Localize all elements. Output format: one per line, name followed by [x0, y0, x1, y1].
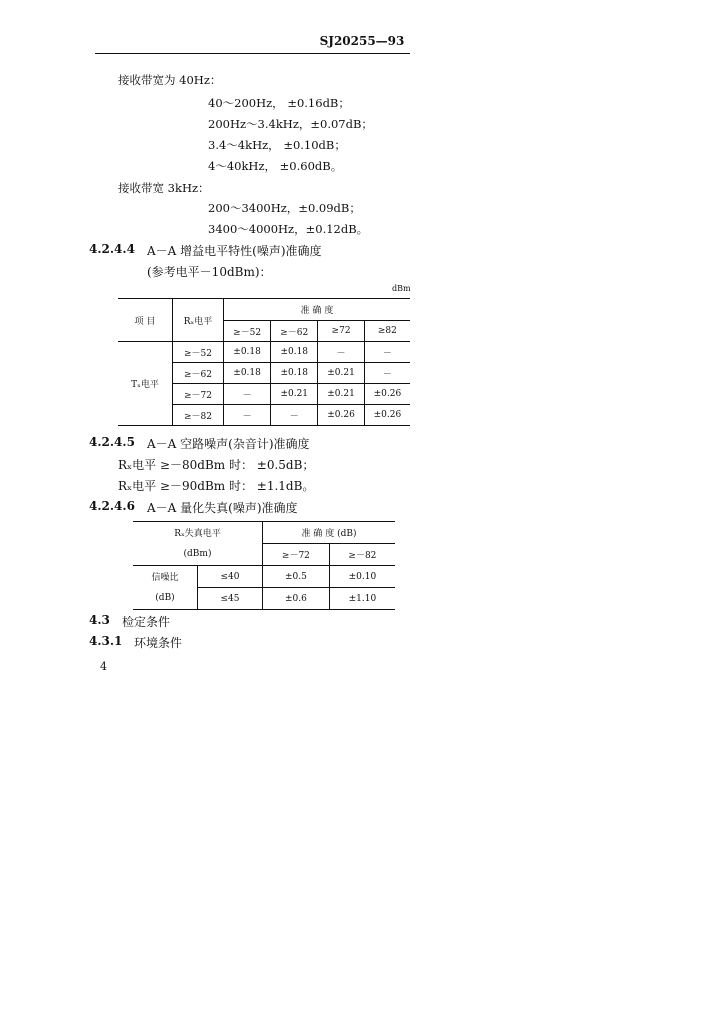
section-title: A－A 空路噪声(杂音计)准确度 [147, 437, 310, 451]
table-cell: ±0.6 [263, 588, 330, 610]
table-header-level: ≥－72 [263, 544, 330, 566]
table-header-level: ≥82 [364, 321, 410, 342]
table-cell: ±0.26 [364, 405, 410, 426]
table-cell: － [364, 363, 410, 384]
section-number: 4.2.4.6 [89, 499, 135, 513]
section-number: 4.2.4.4 [89, 242, 135, 256]
table-row-group-label: Tₓ电平 [118, 342, 173, 426]
receive-bw-3k-line: 3400～4000Hz，±0.12dB。 [208, 222, 369, 236]
header-rule [95, 53, 410, 54]
section-title: A－A 增益电平特性(噪声)准确度 [147, 244, 322, 258]
gain-level-accuracy-table [118, 298, 410, 426]
table-cell: － [224, 384, 271, 405]
table-cell: ±0.5 [263, 566, 330, 588]
page-number: 4 [100, 660, 107, 673]
receive-bw-40-title: 接收带宽为 40Hz： [118, 73, 222, 87]
table-cell: ±0.21 [318, 363, 364, 384]
table-header-rx: Rₓ电平 [173, 299, 224, 342]
section-number: 4.3.1 [89, 634, 123, 648]
section-line: Rₓ电平 ≥－80dBm 时： ±0.5dB； [118, 458, 315, 472]
document-code: SJ20255—93 [319, 34, 405, 48]
table-cell: ±0.18 [224, 363, 271, 384]
receive-bw-3k-title: 接收带宽 3kHz： [118, 181, 210, 195]
table-cell: － [224, 405, 271, 426]
table-cell: ±0.21 [318, 384, 364, 405]
table-header-level: ≥－62 [271, 321, 318, 342]
table-cell: － [364, 342, 410, 363]
table-cell: － [271, 405, 318, 426]
table-cell: ±0.10 [329, 566, 395, 588]
section-title: 检定条件 [122, 615, 171, 629]
receive-bw-3k-line: 200～3400Hz，±0.09dB； [208, 201, 361, 215]
table-cell: ±0.18 [271, 342, 318, 363]
unit-label: dBm [392, 284, 411, 293]
table-cell: － [318, 342, 364, 363]
table-cell-level: ≥－62 [173, 363, 224, 384]
table-header-item: 项 目 [118, 299, 173, 342]
section-number: 4.2.4.5 [89, 435, 135, 449]
table-cell: ±0.26 [364, 384, 410, 405]
table-header-level: ≥－82 [329, 544, 395, 566]
receive-bw-40-line: 4～40kHz， ±0.60dB。 [208, 159, 343, 173]
table-cell-level: ≥－52 [173, 342, 224, 363]
table-cell-label: ≤40 [198, 566, 263, 588]
table-cell: ±0.26 [318, 405, 364, 426]
table-cell-label: ≤45 [198, 588, 263, 610]
table-header-rx: Rₓ失真电平 [133, 522, 263, 544]
table-cell: ±1.10 [329, 588, 395, 610]
receive-bw-40-line: 40～200Hz， ±0.16dB； [208, 96, 350, 110]
table-row [118, 342, 410, 363]
table-row-group-label: 信噪比 [133, 566, 198, 588]
table-cell-level: ≥－72 [173, 384, 224, 405]
table-row [133, 588, 395, 610]
section-title: 环境条件 [134, 636, 183, 650]
table-header-accuracy: 准 确 度 (dB) [263, 522, 396, 544]
table-header-level: ≥－52 [224, 321, 271, 342]
receive-bw-40-line: 200Hz～3.4kHz，±0.07dB； [208, 117, 373, 131]
table-cell-level: ≥－82 [173, 405, 224, 426]
section-line: Rₓ电平 ≥－90dBm 时： ±1.1dB。 [118, 479, 315, 493]
receive-bw-40-line: 3.4～4kHz， ±0.10dB； [208, 138, 346, 152]
table-header-rx-unit: (dBm) [133, 544, 263, 566]
quantization-distortion-table [133, 521, 395, 610]
section-subtitle: (参考电平－10dBm)： [147, 265, 272, 279]
table-header-accuracy: 准 确 度 [224, 299, 411, 321]
table-cell: ±0.21 [271, 384, 318, 405]
table-cell: ±0.18 [224, 342, 271, 363]
table-row [133, 566, 395, 588]
section-number: 4.3 [89, 613, 110, 627]
section-title: A－A 量化失真(噪声)准确度 [147, 501, 298, 515]
table-header-level: ≥72 [318, 321, 364, 342]
table-cell: ±0.18 [271, 363, 318, 384]
table-row-group-unit: (dB) [133, 588, 198, 610]
